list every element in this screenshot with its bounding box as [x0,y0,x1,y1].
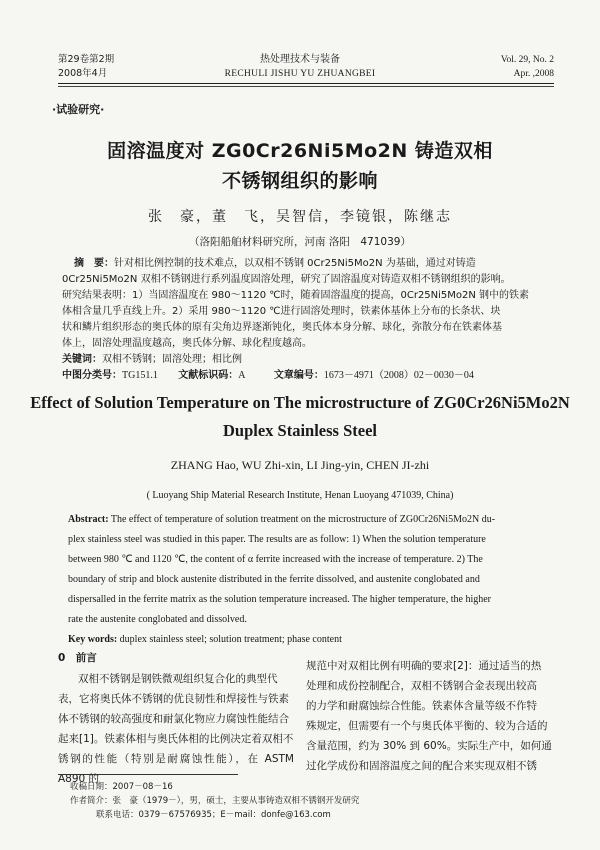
clc-value: TG151.1 [122,370,158,381]
intro-right-line: 的力学和耐腐蚀综合性能。铁素体含量等级不作特 [306,700,537,712]
article-number-label: 文章编号： [273,370,324,381]
title-zh-line1: 固溶温度对 ZG0Cr26Ni5Mo2N 铸造双相 [107,140,493,162]
intro-left-line: 表，它将奥氏体不锈钢的优良韧性和焊接性与铁素 [58,693,289,705]
footnote-contact: 联系电话：0379－67576935；E－mail：donfe@163.com [96,810,331,820]
classification-line [62,368,550,384]
abstract-en-line-text: The effect of temperature of solution treatment on the microstructure of ZG0Cr26Ni5Mo2N du- [110,514,496,525]
abstract-zh-line-text: 针对相比例控制的技术难点，以双相不锈钢 0Cr25Ni5Mo2N 为基础，通过对铸造 [114,258,476,269]
intro-right-line: 规范中对双相比例有明确的要求[2]：通过适当的热 [306,660,542,672]
abstract-en-line: boundary of strip and block austenite distributed in the ferrite dissolved, and austenite conglobated and [68,574,480,585]
intro-right-line: 含量范围，约为 30% 到 60%。实际生产中，如何通 [306,740,552,752]
intro-right-line: 殊规定，但需要有一个与奥氏体平衡的、较为合适的 [306,720,548,732]
footnote-rule [58,774,238,775]
affiliation-zh: （洛阳船舶材料研究所，河南 洛阳 471039） [189,236,411,248]
article-number-value: 1673－4971（2008）02－0030－04 [323,370,474,381]
abstract-en-line [68,510,552,530]
abstract-zh-line: 0Cr25Ni5Mo2N 双相不锈钢进行系列温度固溶处理，研究了固溶温度对铸造双相不锈钢组织的影响。 [62,274,511,285]
title-en-line1: Effect of Solution Temperature on The microstructure of ZG0Cr26Ni5Mo2N [30,393,570,412]
clc-label: 中图分类号： [62,370,122,381]
intro-left-column [58,648,294,789]
abstract-en-line: plex stainless steel was studied in this paper. The results are as follow: 1) When the solution temperature [68,534,486,545]
footnotes [70,780,359,822]
abstract-zh-label: 摘 要： [74,258,114,269]
keywords-en-label: Key words: [68,634,118,645]
header-vol-issue: 第29卷第2期 [58,54,115,65]
keywords-zh-label: 关键词： [62,354,102,365]
header-vol-issue-en: Vol. 29, No. 2 [500,55,554,65]
intro-right-line: 过化学成份和固溶温度之间的配合来实现双相不锈 [306,760,537,772]
abstract-en [68,510,552,650]
intro-left-line: 锈钢的性能（特别是耐腐蚀性能），在 ASTM A890 的 [58,753,294,785]
section-tag: ·试验研究· [52,103,105,116]
header-date: 2008年4月 [58,68,108,79]
abstract-zh-line: 研究结果表明：1）当固溶温度在 980～1120 ℃时，随着固溶温度的提高，0Cr25Ni5Mo2N 钢中的铁素 [62,290,530,301]
abstract-en-line: rate the austenite conglobated and dissolved. [68,614,247,625]
abstract-zh-line: 状和鳞片组织形态的奥氏体的原有尖角边界逐渐钝化，奥氏体本身分解、球化，弥散分布在铁素体基 [62,322,502,333]
header-journal-name: 热处理技术与装备 [260,54,340,65]
abstract-en-label: Abstract: [68,514,109,525]
abstract-zh-line [62,256,550,272]
header-date-en: Apr. ,2008 [513,69,554,79]
header-rule-thin [58,86,554,87]
keywords-zh [62,352,550,368]
footnote-author-bio: 作者简介：张 豪（1979－），男，硕士，主要从事铸造双相不锈钢开发研究 [70,796,360,806]
intro-right-column [306,656,556,776]
authors-zh: 张 豪，董 飞，吴智信，李镜银，陈继志 [148,209,452,225]
title-en-line2: Duplex Stainless Steel [222,421,377,440]
header-rule [58,83,554,84]
keywords-en-text: duplex stainless steel; solution treatment; phase content [119,634,342,645]
keywords-zh-text: 双相不锈钢；固溶处理；相比例 [102,354,242,365]
affiliation-en: ( Luoyang Ship Material Research Institute, Henan Luoyang 471039, China) [146,490,454,501]
abstract-zh-line: 体上，固溶处理温度越高，奥氏体分解、球化程度越高。 [62,338,312,349]
abstract-zh-line: 体相含量几乎直线上升。2）采用 980～1120 ℃进行固溶处理时，铁素体基体上分布的长条状、块 [62,306,501,317]
title-zh-line2: 不锈钢组织的影响 [221,170,378,192]
intro-heading: 0 前言 [58,652,97,664]
abstract-zh [62,256,550,384]
intro-left-line: 体不锈钢的较高强度和耐氯化物应力腐蚀性能结合 [58,713,289,725]
intro-right-line: 处理和成份控制配合，双相不锈钢合金表现出较高 [306,680,537,692]
intro-left-line: 双相不锈钢是钢铁微观组织复合化的典型代 [78,673,278,685]
doc-code-value: A [238,370,246,381]
intro-left-line: 起来[1]。铁素体相与奥氏体相的比例决定着双相不 [58,733,294,745]
doc-code-label: 文献标识码： [178,370,239,381]
authors-en: ZHANG Hao, WU Zhi-xin, LI Jing-yin, CHEN JI-zhi [170,458,430,472]
abstract-en-line: between 980 ℃ and 1120 ℃, the content of α ferrite increased with the increase of temperature. 2) The [68,554,483,565]
keywords-en [68,630,552,650]
footnote-received: 收稿日期：2007－08－16 [70,782,173,792]
abstract-en-line: dispersalled in the ferrite matrix as the solution temperature increased. The higher temperature, the higher [68,594,491,605]
header-journal-pinyin: RECHULI JISHU YU ZHUANGBEI [224,69,376,79]
